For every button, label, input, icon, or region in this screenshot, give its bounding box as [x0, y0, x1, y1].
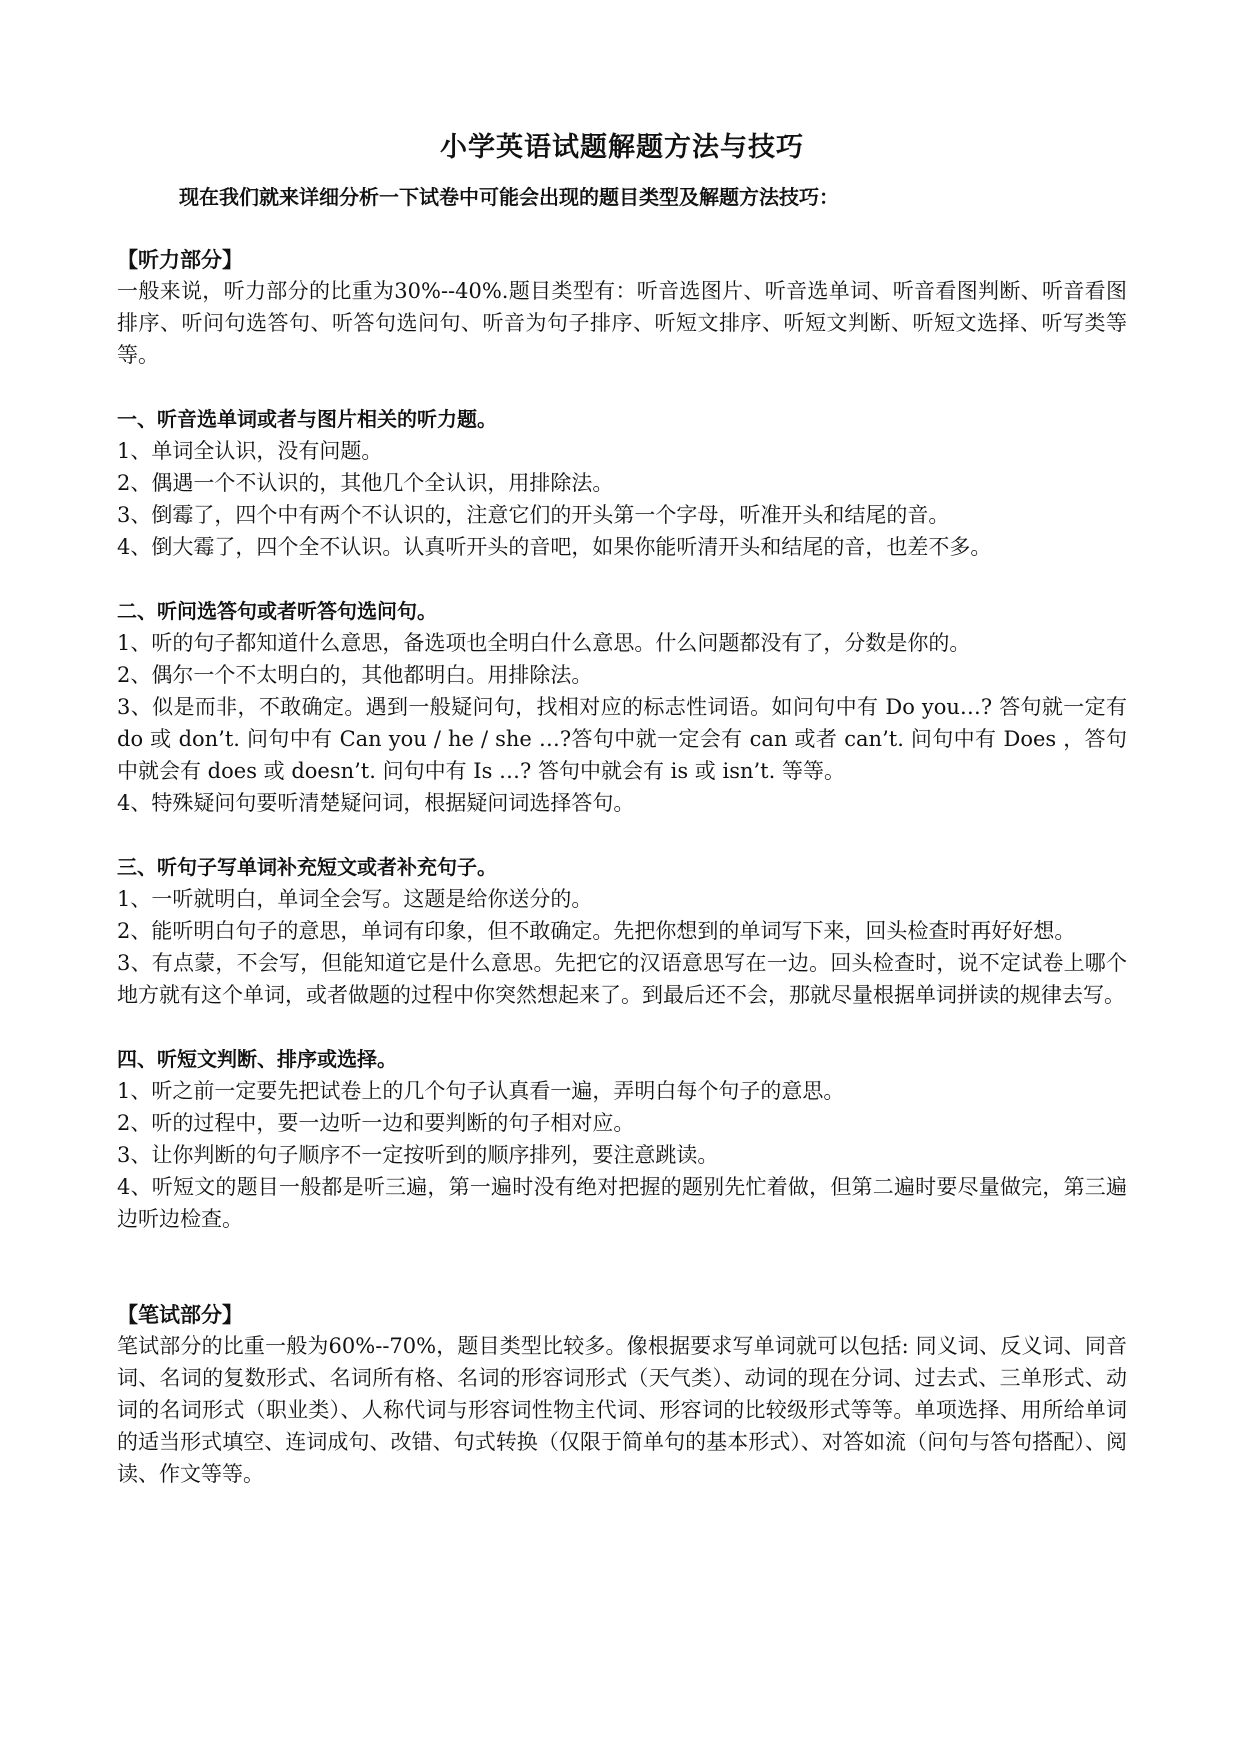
list-item: 1、听之前一定要先把试卷上的几个句子认真看一遍，弄明白每个句子的意思。 [117, 1079, 845, 1103]
listening-section-3 [117, 851, 1127, 1011]
section-heading: 二、听问选答句或者听答句选问句。 [117, 599, 437, 623]
list-item: 3、似是而非，不敢确定。遇到一般疑问句，找相对应的标志性词语。如问句中有 Do you…? 答句就一定有 do 或 don’t. 问句中有 Can you / he / she …?答句中就一定会有 can 或者 can’t. 问句中有 Does ，答句中就会有 does 或 doesn’t. 问句中有 Is …? 答句中就会有 is 或 isn’t. 等等。 [117, 695, 1127, 783]
list-item: 3、让你判断的句子顺序不一定按听到的顺序排列，要注意跳读。 [117, 1143, 719, 1167]
list-item: 4、特殊疑问句要听清楚疑问词，根据疑问词选择答句。 [117, 791, 635, 815]
list-item: 2、偶尔一个不太明白的，其他都明白。用排除法。 [117, 663, 593, 687]
written-heading: 【笔试部分】 [117, 1302, 243, 1327]
section-heading: 一、听音选单词或者与图片相关的听力题。 [117, 407, 497, 431]
list-item: 3、倒霉了，四个中有两个不认识的，注意它们的开头第一个字母，听准开头和结尾的音。 [117, 503, 950, 527]
written-intro: 笔试部分的比重一般为60%--70%，题目类型比较多。像根据要求写单词就可以包括: 同义词、反义词、同音词、名词的复数形式、名词所有格、名词的形容词形式（天气类）、动词的现在分词、过去式、三单形式、动词的名词形式（职业类）、人称代词与形容词性物主代词、形容词的比较级形式等等。单项选择、用所给单词的适当形式填空、连词成句、改错、句式转换（仅限于简单句的基本形式）、对答如流（问句与答句搭配）、阅读、作文等等。 [117, 1334, 1127, 1486]
document-title: 小学英语试题解题方法与技巧 [440, 132, 804, 163]
listening-heading: 【听力部分】 [117, 247, 243, 272]
document-subtitle: 现在我们就来详细分析一下试卷中可能会出现的题目类型及解题方法技巧： [179, 185, 839, 209]
listening-section-2 [117, 595, 1127, 819]
list-item: 2、能听明白句子的意思，单词有印象，但不敢确定。先把你想到的单词写下来，回头检查时再好好想。 [117, 919, 1076, 943]
list-item: 1、单词全认识，没有问题。 [117, 439, 383, 463]
listening-part [117, 244, 1127, 1235]
list-item: 3、有点蒙，不会写，但能知道它是什么意思。先把它的汉语意思写在一边。回头检查时，说不定试卷上哪个地方就有这个单词，或者做题的过程中你突然想起来了。到最后还不会，那就尽量根据单词拼读的规律去写。 [117, 951, 1127, 1007]
section-heading: 三、听句子写单词补充短文或者补充句子。 [117, 855, 497, 879]
listening-section-4 [117, 1043, 1127, 1235]
list-item: 2、偶遇一个不认识的，其他几个全认识，用排除法。 [117, 471, 614, 495]
listening-section-1 [117, 403, 1127, 563]
list-item: 4、倒大霉了，四个全不认识。认真听开头的音吧，如果你能听清开头和结尾的音，也差不多。 [117, 535, 992, 559]
document-content [117, 128, 1127, 1490]
list-item: 1、听的句子都知道什么意思，备选项也全明白什么意思。什么问题都没有了，分数是你的。 [117, 631, 971, 655]
list-item: 4、听短文的题目一般都是听三遍，第一遍时没有绝对把握的题别先忙着做，但第二遍时要尽量做完，第三遍边听边检查。 [117, 1175, 1127, 1231]
listening-intro: 一般来说，听力部分的比重为30%--40%.题目类型有：听音选图片、听音选单词、听音看图判断、听音看图排序、听问句选答句、听答句选问句、听音为句子排序、听短文排序、听短文判断、听短文选择、听写类等等。 [117, 279, 1127, 367]
list-item: 1、一听就明白，单词全会写。这题是给你送分的。 [117, 887, 593, 911]
section-heading: 四、听短文判断、排序或选择。 [117, 1047, 397, 1071]
list-item: 2、听的过程中，要一边听一边和要判断的句子相对应。 [117, 1111, 635, 1135]
written-part [117, 1299, 1127, 1490]
